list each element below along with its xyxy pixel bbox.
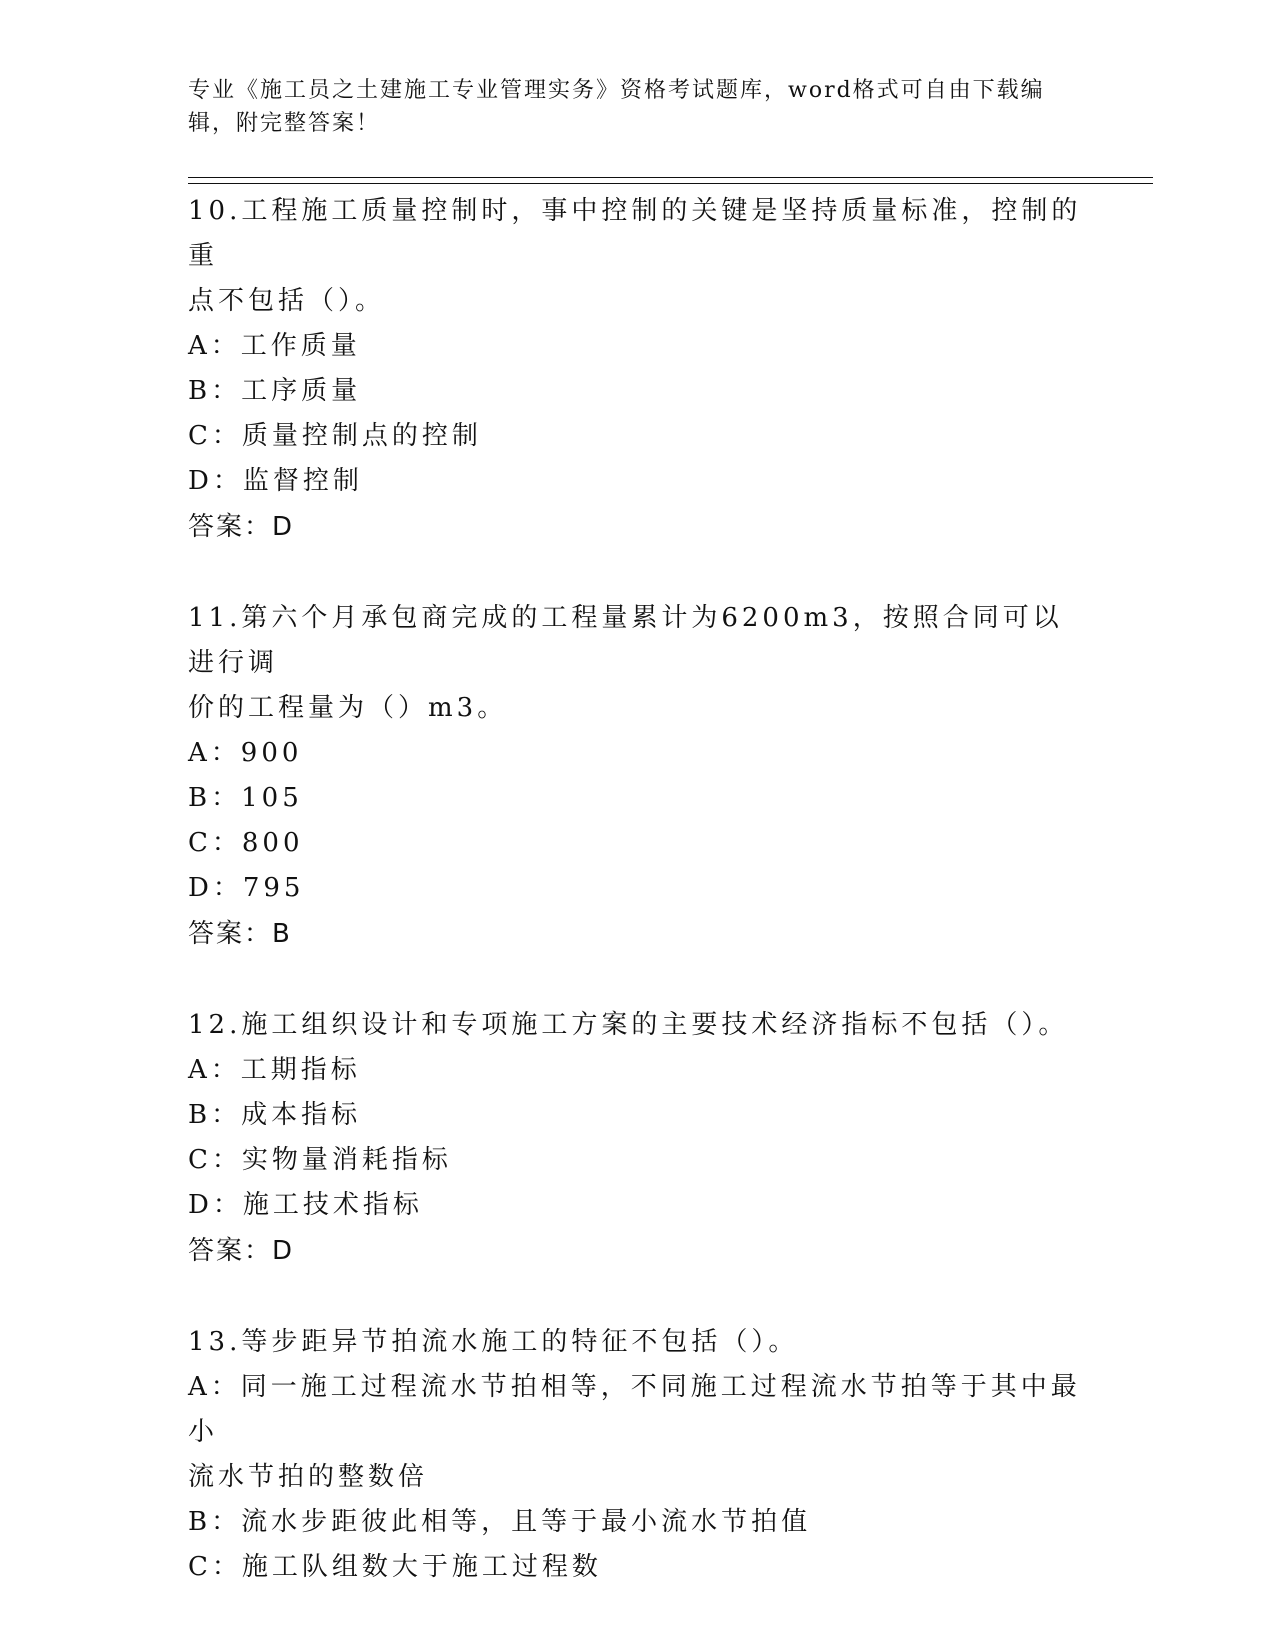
question-list [188,189,1088,1636]
answer-line: 答案：D [188,512,295,542]
document-header [188,74,1068,140]
question-stem-line: 12.施工组织设计和专项施工方案的主要技术经济指标不包括（）。 [188,1010,1069,1040]
question-stem-line: 13.等步距异节拍流水施工的特征不包括（）。 [188,1327,799,1357]
option-a: A：工作质量 [188,331,361,361]
option-a: A：900 [188,738,303,768]
option-d: D：施工技术指标 [188,1190,423,1220]
option-a-continued: 流水节拍的整数倍 [188,1462,429,1492]
header-line-2: 辑，附完整答案！ [188,111,381,136]
option-d: D：795 [188,873,305,903]
answer-line: 答案：B [188,919,292,949]
option-b: B：105 [188,783,303,813]
question-block [188,1003,1088,1274]
option-b: B：流水步距彼此相等，且等于最小流水节拍值 [188,1507,812,1537]
question-block [188,596,1088,957]
header-divider-bottom [188,183,1153,184]
question-stem-line: 价的工程量为（）m3。 [188,693,508,723]
question-stem-line: 10.工程施工质量控制时，事中控制的关键是坚持质量标准，控制的重 [188,196,1082,271]
option-b: B：工序质量 [188,376,362,406]
header-line-1: 专业《施工员之土建施工专业管理实务》资格考试题库，word格式可自由下载编 [188,78,1045,103]
option-b: B：成本指标 [188,1100,362,1130]
option-c: C：800 [188,828,304,858]
option-c: C：实物量消耗指标 [188,1145,452,1175]
option-a: A：同一施工过程流水节拍相等，不同施工过程流水节拍等于其中最小 [188,1372,1081,1447]
header-divider-top [188,177,1153,178]
question-block [188,1320,1088,1590]
question-stem-line: 点不包括（）。 [188,286,386,316]
option-a: A：工期指标 [188,1055,361,1085]
answer-line: 答案：D [188,1236,295,1266]
question-block [188,189,1088,550]
option-c: C：施工队组数大于施工过程数 [188,1552,602,1582]
option-d: D：监督控制 [188,466,363,496]
question-stem-line: 11.第六个月承包商完成的工程量累计为6200m3，按照合同可以进行调 [188,603,1063,678]
option-c: C：质量控制点的控制 [188,421,482,451]
